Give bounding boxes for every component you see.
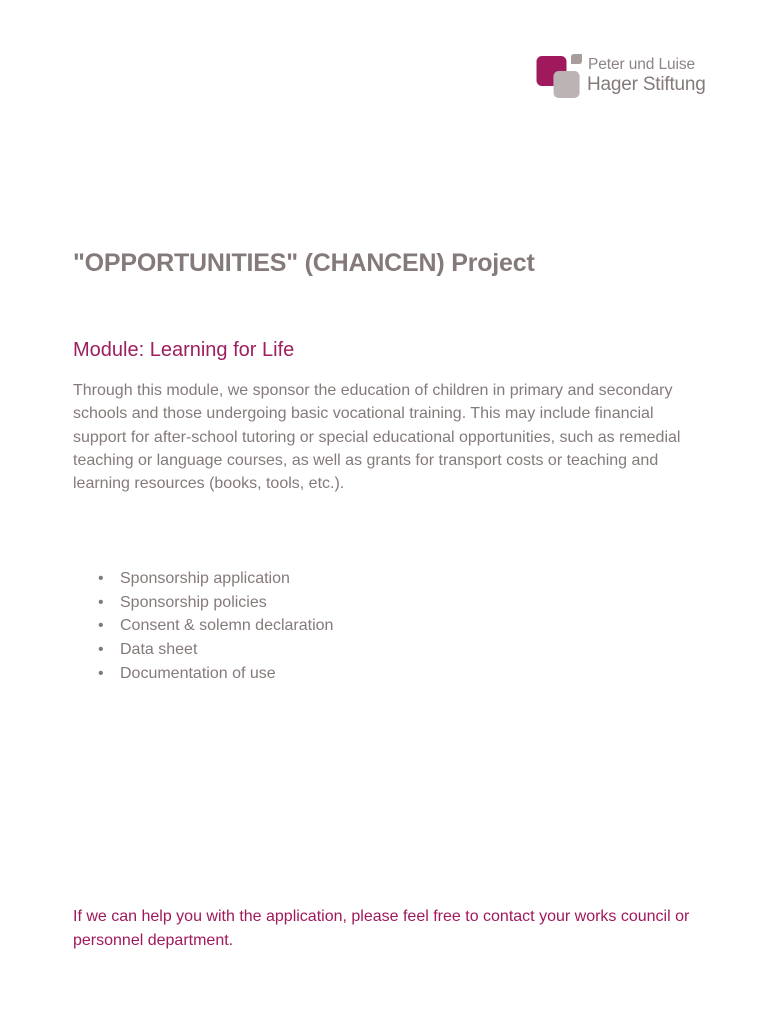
list-item-data-sheet[interactable] (73, 638, 333, 662)
list-item-label[interactable]: Documentation of use (120, 664, 276, 682)
list-item-label[interactable]: Sponsorship application (120, 570, 290, 587)
page-title: "OPPORTUNITIES" (CHANCEN) Project (73, 249, 535, 277)
contact-note: If we can help you with the application, please feel free to contact your works council or personnel department. (73, 908, 690, 949)
bullet-icon: • (98, 617, 104, 635)
list-item-label[interactable]: Data sheet (120, 641, 198, 659)
logo-text-line2: Hager Stiftung (587, 74, 706, 95)
list-item-consent-declaration[interactable] (73, 614, 333, 638)
list-item-documentation-of-use[interactable] (73, 662, 333, 686)
bullet-icon: • (98, 641, 104, 659)
documents-list (73, 567, 333, 686)
bullet-icon: • (98, 570, 104, 587)
logo-text-line1: Peter und Luise (588, 56, 696, 73)
list-item-label[interactable]: Consent & solemn declaration (120, 617, 334, 635)
list-item-sponsorship-application[interactable] (73, 567, 333, 591)
list-item-label[interactable]: Sponsorship policies (120, 593, 267, 611)
bullet-icon: • (98, 664, 104, 682)
list-item-sponsorship-policies[interactable] (73, 591, 333, 615)
module-heading: Module: Learning for Life (73, 339, 295, 361)
foundation-logo (536, 53, 736, 103)
foundation-logo-mark-icon (536, 53, 584, 101)
bullet-icon: • (98, 593, 104, 611)
module-description: Through this module, we sponsor the education of children in primary and secondary schools and those undergoing basic vocational training. This may include financial support for after-school tutoring or special educational opportunities, such as remedial teaching or language courses, as well as grants for transport costs or teaching and learning resources (books, tools, etc.). (73, 382, 681, 493)
